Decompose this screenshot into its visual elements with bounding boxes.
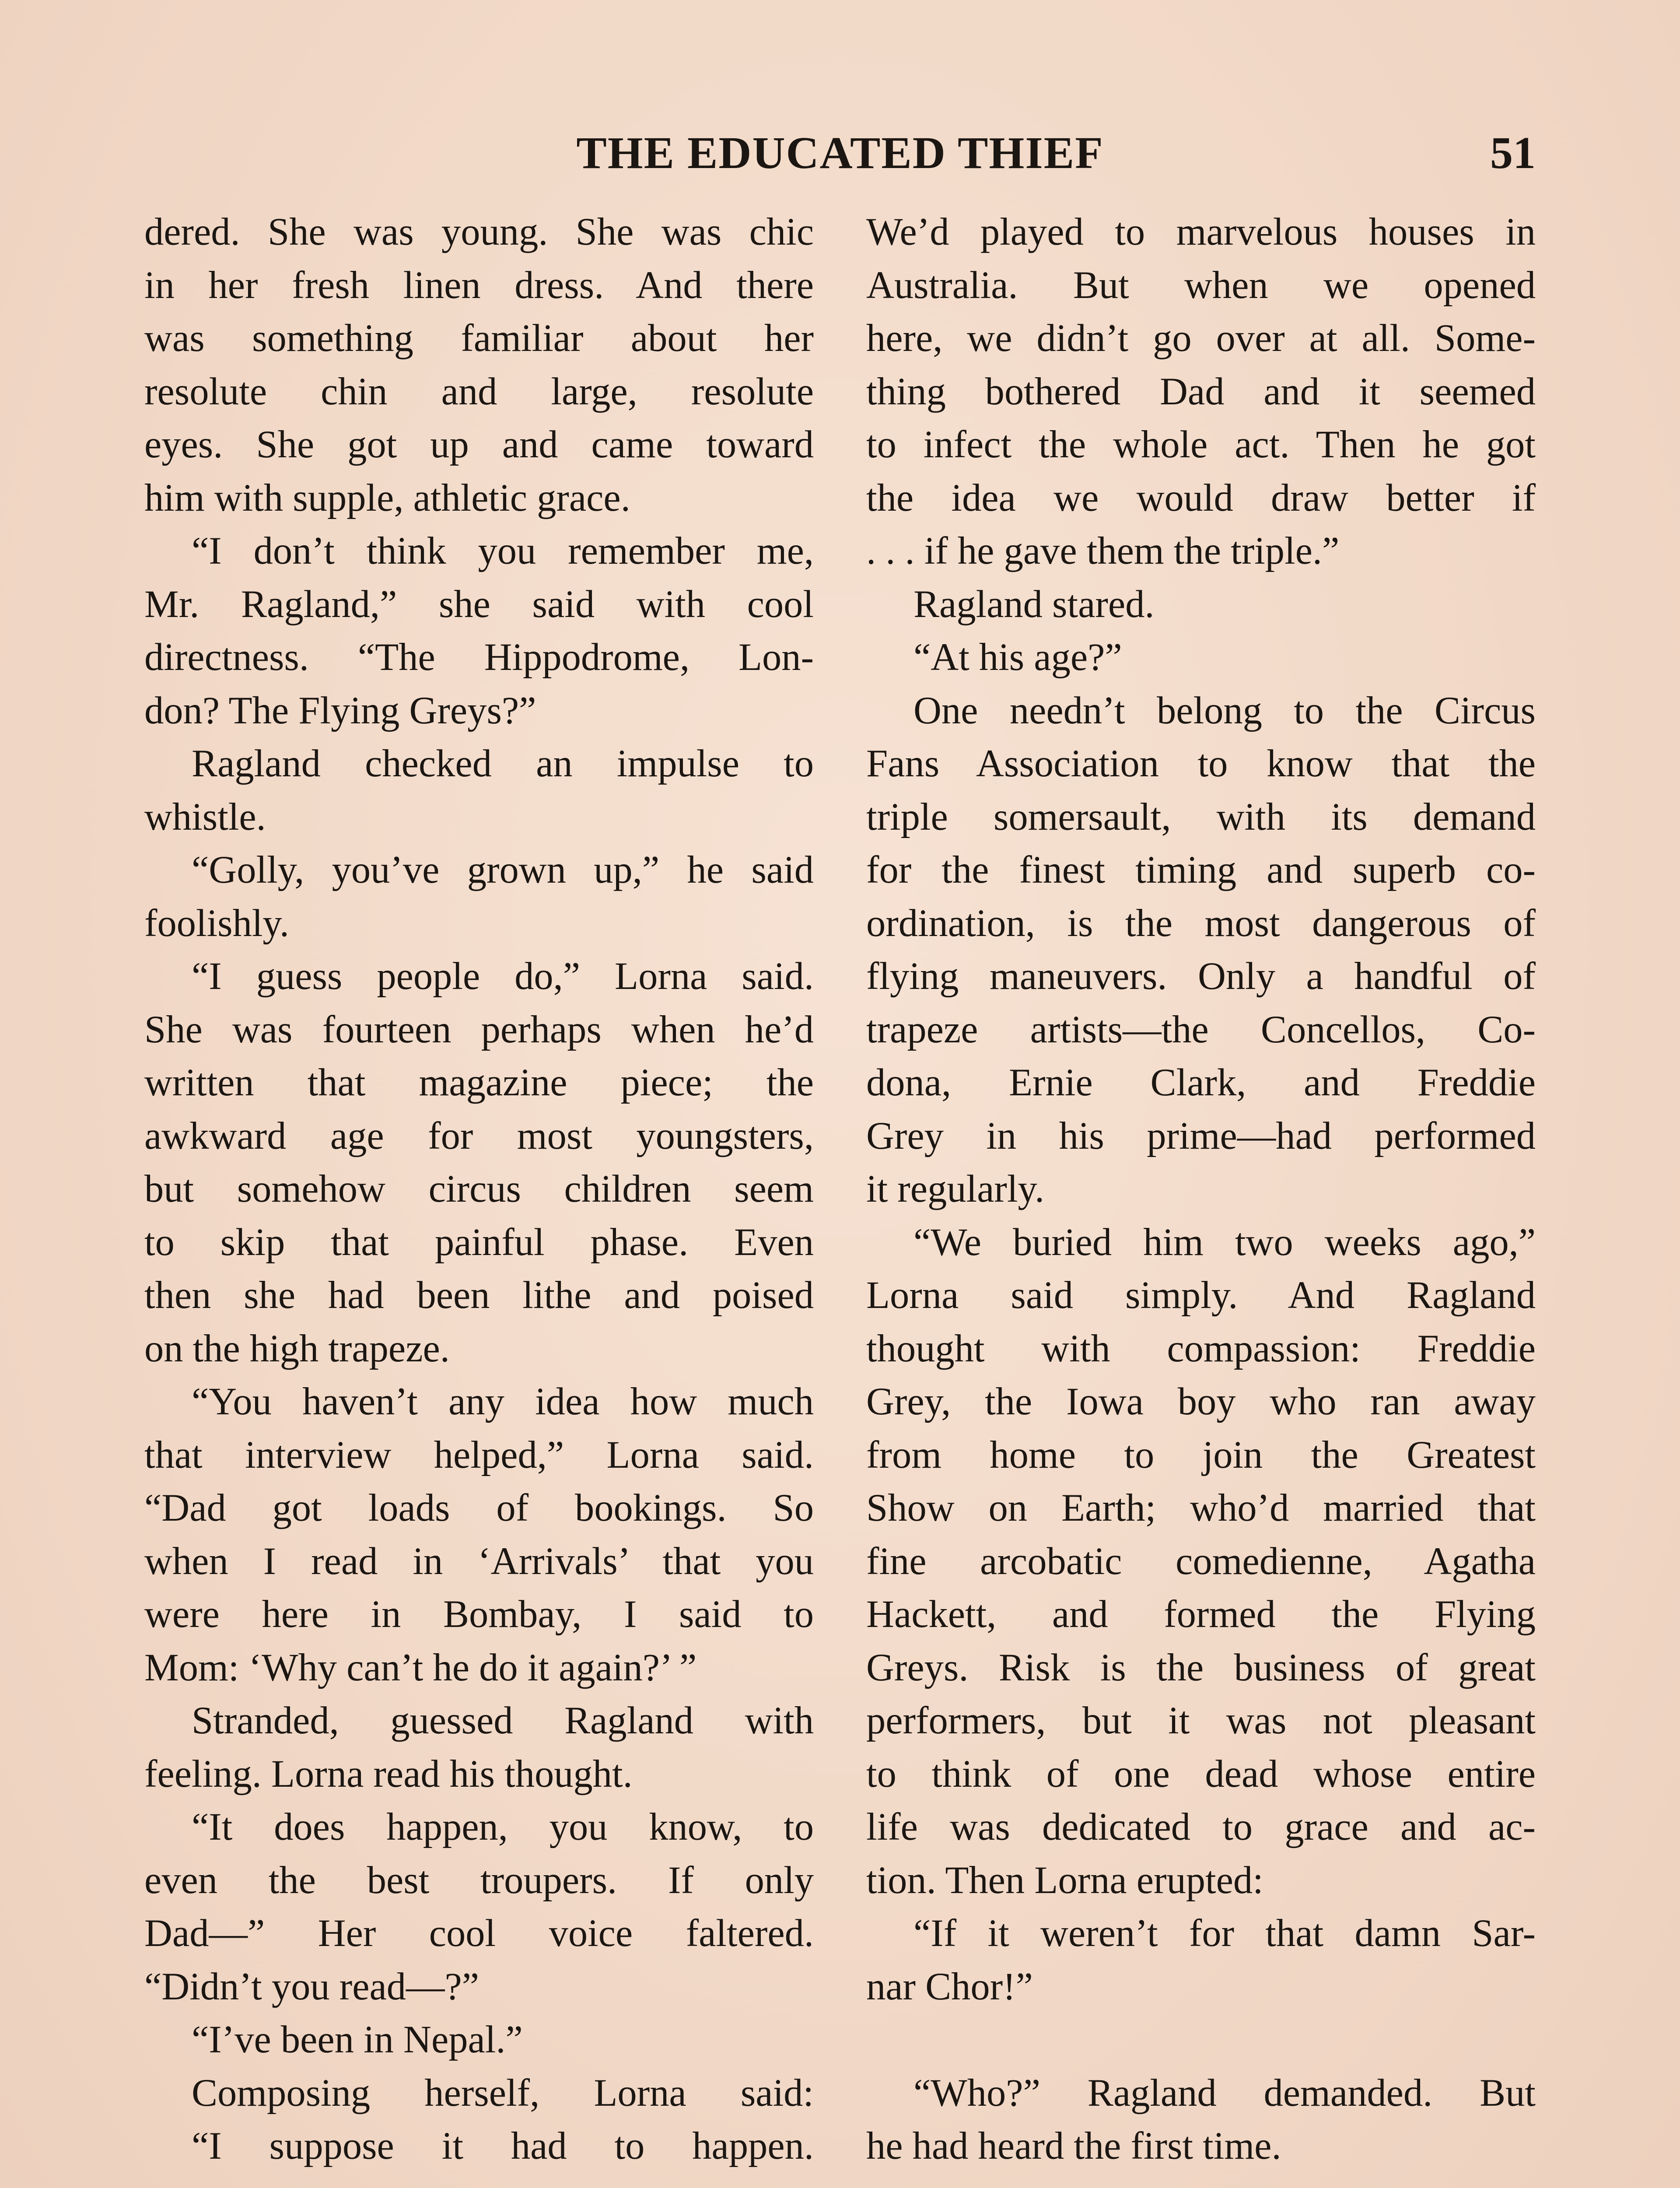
text-line: “Golly, you’ve grown up,” he said <box>192 849 814 891</box>
text-line: “You haven’t any idea how much <box>192 1380 814 1423</box>
text-line: Composing herself, Lorna said: <box>192 2071 814 2114</box>
text-line: Stranded, guessed Ragland with <box>192 1699 814 1742</box>
text-line: eyes. She got up and came toward <box>144 423 814 466</box>
page-number: 51 <box>1490 128 1536 178</box>
text-line: foolishly. <box>144 901 290 945</box>
text-line: Greys. Risk is the business of great <box>866 1646 1536 1689</box>
text-line: Hackett, and formed the Flying <box>866 1593 1536 1636</box>
text-line: “If it weren’t for that damn Sar- <box>914 1912 1536 1955</box>
text-line: whistle. <box>144 795 266 838</box>
text-line: Show on Earth; who’d married that <box>866 1487 1536 1529</box>
text-line: directness. “The Hippodrome, Lon- <box>144 636 814 679</box>
text-line: ordination, is the most dangerous of <box>866 901 1536 945</box>
text-line: She was fourteen perhaps when he’d <box>144 1008 814 1051</box>
text-line: was something familiar about her <box>144 317 814 360</box>
text-line: then she had been lithe and poised <box>144 1274 814 1317</box>
text-line: were here in Bombay, I said to <box>144 1593 814 1636</box>
text-line: him with supple, athletic grace. <box>144 476 630 519</box>
text-line: that interview helped,” Lorna said. <box>144 1433 814 1476</box>
running-title: THE EDUCATED THIEF <box>576 128 1104 178</box>
text-line: to infect the whole act. Then he got <box>866 423 1536 466</box>
text-line: nar Chor!” <box>866 1965 1033 2008</box>
text-line: life was dedicated to grace and ac- <box>866 1806 1536 1848</box>
text-line: for the finest timing and superb co- <box>866 849 1536 891</box>
text-line: Australia. But when we opened <box>866 263 1536 307</box>
text-line: in her fresh linen dress. And there <box>144 263 814 307</box>
text-line: Ragland checked an impulse to <box>192 742 814 785</box>
text-line: “Dad got loads of bookings. So <box>144 1487 814 1529</box>
text-line: dered. She was young. She was chic <box>144 210 814 253</box>
section-break <box>866 2013 1536 2067</box>
text-line: the idea we would draw better if <box>866 476 1536 519</box>
text-line: We’d played to marvelous houses in <box>866 210 1536 253</box>
text-line: . . . if he gave them the triple.” <box>866 529 1340 572</box>
text-line: it regularly. <box>866 1168 1045 1210</box>
text-line: “Who?” Ragland demanded. But <box>914 2071 1536 2114</box>
text-line: even the best troupers. If only <box>144 1858 814 1902</box>
text-line: feeling. Lorna read his thought. <box>144 1752 633 1795</box>
text-line: thought with compassion: Freddie <box>866 1327 1536 1370</box>
text-line: Ragland stared. <box>914 582 1155 626</box>
text-line: when I read in ‘Arrivals’ that you <box>144 1539 814 1583</box>
left-text-column <box>144 206 814 2173</box>
text-line: don? The Flying Greys?” <box>144 689 536 732</box>
text-line: Mom: ‘Why can’t he do it again?’ ” <box>144 1646 697 1689</box>
text-line: “I don’t think you remember me, <box>192 529 814 572</box>
text-line: Dad—” Her cool voice faltered. <box>144 1912 814 1955</box>
text-line: to think of one dead whose entire <box>866 1752 1536 1795</box>
text-line: Grey, the Iowa boy who ran away <box>866 1380 1536 1423</box>
text-line: tion. Then Lorna erupted: <box>866 1858 1264 1902</box>
text-line: “It does happen, you know, to <box>192 1806 814 1848</box>
text-line: “Didn’t you read—?” <box>144 1965 480 2008</box>
text-line: from home to join the Greatest <box>866 1433 1536 1476</box>
text-line: resolute chin and large, resolute <box>144 370 814 413</box>
text-line: “I guess people do,” Lorna said. <box>192 955 814 998</box>
text-line: triple somersault, with its demand <box>866 795 1536 838</box>
text-line: here, we didn’t go over at all. Some- <box>866 317 1536 360</box>
text-line: One needn’t belong to the Circus <box>914 689 1536 732</box>
text-line: dona, Ernie Clark, and Freddie <box>866 1061 1536 1104</box>
text-line: “I’ve been in Nepal.” <box>192 2018 523 2061</box>
text-line: awkward age for most youngsters, <box>144 1114 814 1157</box>
text-line: “We buried him two weeks ago,” <box>914 1220 1536 1264</box>
text-line: performers, but it was not pleasant <box>866 1699 1536 1742</box>
text-line: thing bothered Dad and it seemed <box>866 370 1536 413</box>
text-line: he had heard the first time. <box>866 2125 1281 2167</box>
text-line: written that magazine piece; the <box>144 1061 814 1104</box>
text-line: fine arcobatic comedienne, Agatha <box>866 1539 1536 1583</box>
text-line: trapeze artists—the Concellos, Co- <box>866 1008 1536 1051</box>
text-line: “I suppose it had to happen. <box>192 2125 814 2167</box>
page-header <box>144 127 1536 197</box>
right-text-column <box>866 206 1536 2173</box>
text-line: flying maneuvers. Only a handful of <box>866 955 1536 998</box>
text-line: on the high trapeze. <box>144 1327 450 1370</box>
text-line: Grey in his prime—had performed <box>866 1114 1536 1157</box>
text-line: Fans Association to know that the <box>866 742 1536 785</box>
text-line: “At his age?” <box>914 636 1122 679</box>
text-line: Mr. Ragland,” she said with cool <box>144 582 814 626</box>
text-line: but somehow circus children seem <box>144 1168 814 1210</box>
text-line: Lorna said simply. And Ragland <box>866 1274 1536 1317</box>
text-line: to skip that painful phase. Even <box>144 1220 814 1264</box>
